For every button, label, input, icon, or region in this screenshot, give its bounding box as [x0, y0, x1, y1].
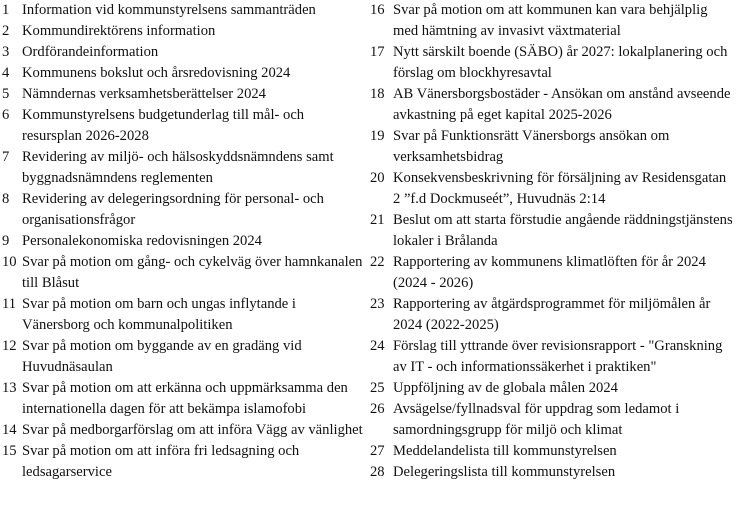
agenda-item-title: Nämndernas verksamhetsberättelser 2024 [22, 86, 266, 102]
agenda-item-number: 9 [2, 233, 10, 249]
agenda-item-title: Rapportering av åtgärdsprogrammet för miljömålen år 2024 (2022-2025) [393, 296, 711, 333]
agenda-item [2, 378, 364, 420]
agenda-item [370, 210, 734, 252]
agenda-item-title: Ordförandeinformation [22, 44, 159, 60]
agenda-column-right [370, 0, 734, 483]
agenda-item-number: 18 [370, 86, 385, 102]
agenda-item-title: Svar på motion om att erkänna och uppmärksamma den internationella dagen för att bekämpa islamofobi [22, 380, 348, 417]
agenda-item-title: Kommundirektörens information [22, 23, 216, 39]
agenda-item-number: 6 [2, 107, 10, 123]
agenda-item-number: 25 [370, 380, 385, 396]
agenda-item-title: Beslut om att starta förstudie angående räddningstjänstens lokaler i Brålanda [393, 212, 733, 249]
agenda-item [370, 399, 734, 441]
agenda-item-number: 7 [2, 149, 10, 165]
agenda-item-number: 2 [2, 23, 10, 39]
agenda-item [370, 336, 734, 378]
agenda-item-number: 20 [370, 170, 385, 186]
agenda-item-number: 27 [370, 443, 385, 459]
agenda-item-title: Revidering av miljö- och hälsoskyddsnämndens samt byggnadsnämndens reglementen [22, 149, 334, 186]
agenda-item-number: 4 [2, 65, 10, 81]
agenda-item-number: 23 [370, 296, 385, 312]
agenda-item-title: Personalekonomiska redovisningen 2024 [22, 233, 262, 249]
agenda-item-number: 11 [2, 296, 17, 312]
agenda-item [370, 0, 734, 42]
agenda-item-number: 28 [370, 464, 385, 480]
agenda-item-title: Kommunens bokslut och årsredovisning 2024 [22, 65, 291, 81]
agenda-item-number: 15 [2, 443, 17, 459]
agenda-item-title: Kommunstyrelsens budgetunderlag till mål- och resursplan 2026-2028 [22, 107, 305, 144]
agenda-item [370, 126, 734, 168]
agenda-item [2, 63, 364, 84]
agenda-column-left [2, 0, 364, 483]
agenda-item-number: 19 [370, 128, 385, 144]
agenda-item [2, 0, 364, 21]
agenda-item-number: 5 [2, 86, 10, 102]
agenda-item-title: Uppföljning av de globala målen 2024 [393, 380, 618, 396]
agenda-item-number: 14 [2, 422, 17, 438]
agenda-item [370, 294, 734, 336]
agenda-item [370, 168, 734, 210]
agenda-item-number: 26 [370, 401, 385, 417]
agenda-item-title: Svar på Funktionsrätt Vänersborgs ansökan om verksamhetsbidrag [393, 128, 670, 165]
agenda-item-number: 1 [2, 2, 10, 18]
agenda-item-number: 16 [370, 2, 385, 18]
agenda-item-title: Delegeringslista till kommunstyrelsen [393, 464, 616, 480]
agenda-item [2, 420, 364, 441]
agenda-item-title: Nytt särskilt boende (SÄBO) år 2027: lokalplanering och förslag om blockhyresavtal [393, 44, 728, 81]
agenda-item-title: Information vid kommunstyrelsens sammanträden [22, 2, 316, 18]
agenda-item-title: Svar på motion om byggande av en gradäng vid Huvudnäsaulan [22, 338, 302, 375]
agenda-item-title: Avsägelse/fyllnadsval för uppdrag som ledamot i samordningsgrupp för miljö och klimat [393, 401, 680, 438]
agenda-item-title: Rapportering av kommunens klimatlöften för år 2024 (2024 - 2026) [393, 254, 706, 291]
agenda-item [2, 252, 364, 294]
agenda-item-number: 12 [2, 338, 17, 354]
agenda-item [370, 252, 734, 294]
agenda-item [2, 336, 364, 378]
agenda-item [2, 189, 364, 231]
agenda-item [2, 147, 364, 189]
agenda-item [370, 84, 734, 126]
agenda-item-number: 22 [370, 254, 385, 270]
agenda-item-title: Svar på motion om att kommunen kan vara behjälplig med hämtning av invasivt växtmaterial [393, 2, 708, 39]
agenda-item-title: AB Vänersborgsbostäder - Ansökan om anstånd avseende avkastning på eget kapital 2025-2026 [393, 86, 731, 123]
agenda-item-number: 10 [2, 254, 17, 270]
agenda-item [370, 378, 734, 399]
agenda-item-number: 21 [370, 212, 385, 228]
agenda-item [370, 462, 734, 483]
agenda-item-title: Svar på motion om att införa fri ledsagning och ledsagarservice [22, 443, 300, 480]
agenda-item-number: 13 [2, 380, 17, 396]
agenda-item-title: Revidering av delegeringsordning för personal- och organisationsfrågor [22, 191, 324, 228]
agenda-item [2, 105, 364, 147]
agenda-item-number: 24 [370, 338, 385, 354]
agenda-item [2, 84, 364, 105]
agenda-item-title: Meddelandelista till kommunstyrelsen [393, 443, 617, 459]
agenda-item [2, 231, 364, 252]
agenda-item [2, 21, 364, 42]
agenda-item-title: Förslag till yttrande över revisionsrapport - "Granskning av IT - och informationssäkerhet i praktiken" [393, 338, 723, 375]
agenda-item-number: 3 [2, 44, 10, 60]
agenda-item-number: 8 [2, 191, 10, 207]
agenda-item-title: Konsekvensbeskrivning för försäljning av Residensgatan 2 ”f.d Dockmuseét”, Huvudnäs 2:14 [393, 170, 727, 207]
agenda-item-number: 17 [370, 44, 385, 60]
agenda-item [2, 42, 364, 63]
agenda-item [370, 441, 734, 462]
agenda-item-title: Svar på motion om barn och ungas inflytande i Vänersborg och kommunalpolitiken [22, 296, 296, 333]
agenda-item [2, 441, 364, 483]
agenda-item-title: Svar på motion om gång- och cykelväg över hamnkanalen till Blåsut [22, 254, 363, 291]
agenda-item [2, 294, 364, 336]
agenda-item-title: Svar på medborgarförslag om att införa Vägg av vänlighet [22, 422, 363, 438]
agenda-item [370, 42, 734, 84]
